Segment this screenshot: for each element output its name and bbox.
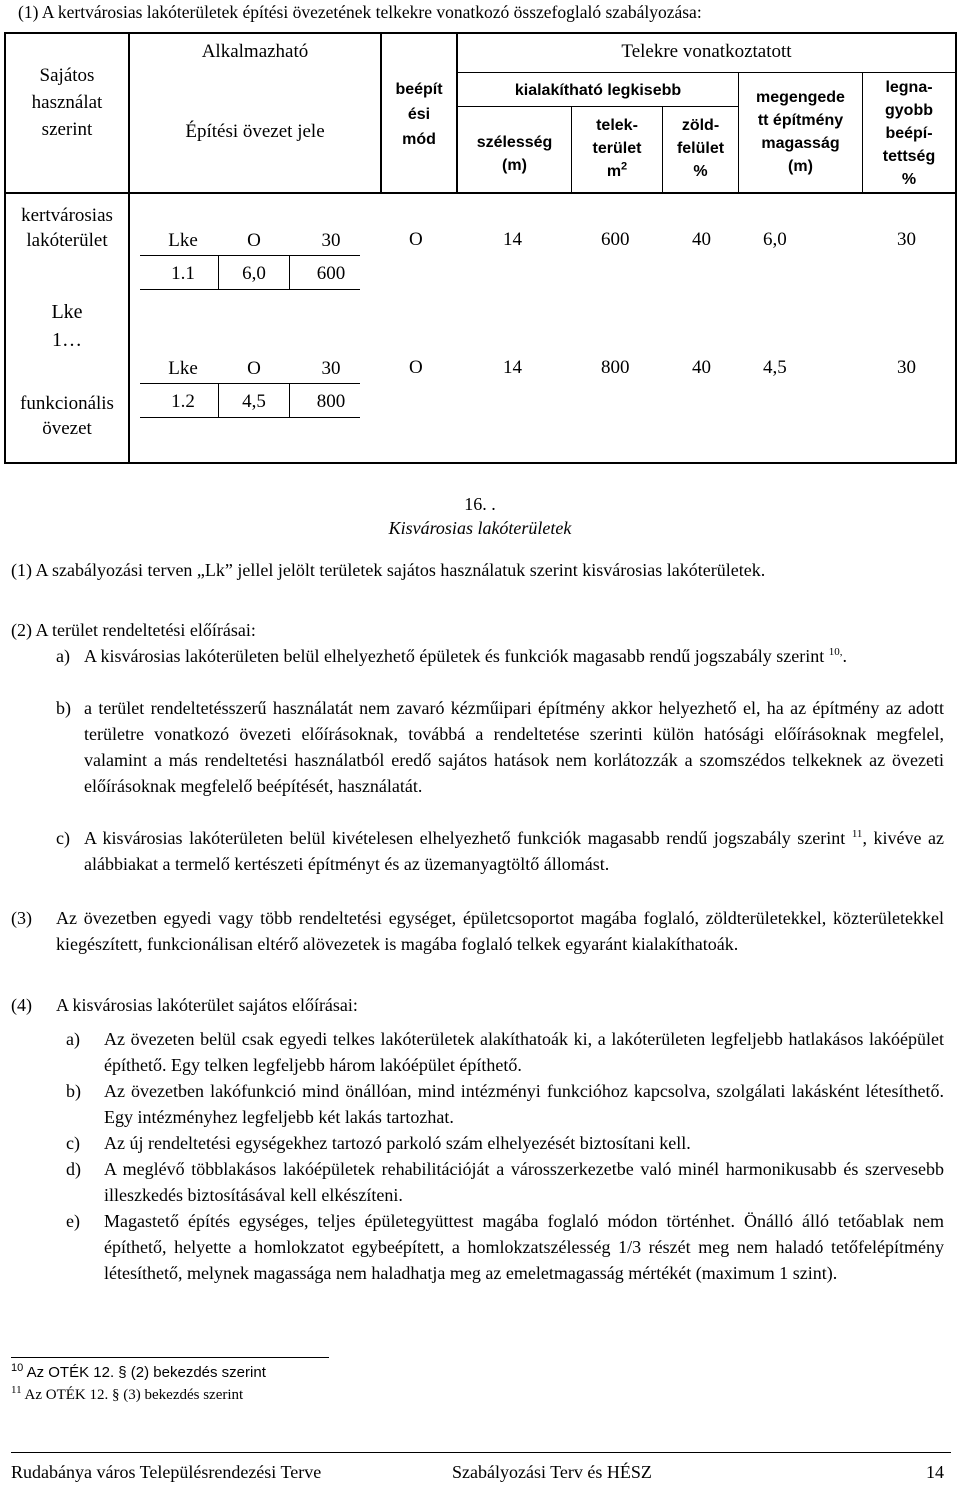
header-telekterulet-sup: 2 (621, 160, 628, 173)
p4e-label: e) (66, 1211, 80, 1231)
row2-code-b: O (247, 358, 261, 379)
p4c-text: Az új rendeltetési egységekhez tartozó parkoló szám elhelyezését biztosítani kell. (104, 1133, 691, 1153)
row2-code-d: 1.2 (171, 391, 195, 412)
header-beepitettseg-2: gyobb (885, 102, 933, 119)
row-label-code-num: 1… (52, 329, 82, 351)
header-zold-1: zöld- (681, 117, 720, 134)
p4e-text: Magastető építés egységes, teljes épületegyüttest magába foglaló módon történhet. Önálló álló tetőablak nem építhető, helyette a homlokzatot egybeépített, a homlokzatszélesség 1/3 részét meg nem haladó tetőfelépítmény létesíthető, melynek magassága nem haladhatja meg az emeletmagasság mértékét (maximum 1 szint). (104, 1211, 944, 1283)
p4a-text: Az övezeten belül csak egyedi telkes lakóterületek alakíthatoák ki, a lakóterületen legfeljebb hatlakásos lakóépület építhető. Egy telken legfeljebb három lakóépület építhető. (104, 1029, 944, 1075)
footnote-11: $^{11}$ Az OTÉK 12. § (3) bekezdés szerint (11, 1384, 244, 1403)
row-label-kertvarosias: kertvárosias (21, 205, 113, 226)
row1-code-f: 600 (316, 263, 346, 284)
header-alkalmazhato: Alkalmazható (201, 41, 309, 62)
header-beepitettseg-4: tettség (882, 148, 936, 165)
header-beepitettseg-3: beépí- (885, 125, 933, 142)
row1-code-b: O (247, 230, 261, 251)
p2c-text: A kisvárosias lakóterületen belül kivételesen elhelyezhető funkciók magasabb rendű jogszabály szerint $^{11}$, kivéve az alábbiakat a termelő kertészeti építményt és az üzemanyagtöltő állomást. (84, 828, 944, 874)
header-beepitesi-1: beépít (395, 81, 443, 98)
footnote-ref-11: 11 (851, 828, 863, 840)
p2b-label: b) (56, 698, 71, 718)
row2-code-f: 800 (316, 391, 346, 412)
row1-zold: 40 (692, 229, 711, 250)
row2-terulet: 800 (601, 357, 630, 378)
row1-code-d: 1.1 (171, 263, 195, 284)
header-sajatos-1: Sajátos (39, 65, 95, 86)
row1-code-a: Lke (168, 230, 198, 251)
row-label-funkcionalis: funkcionális (20, 393, 114, 414)
footnote-10: $^{10}$ Az OTÉK 12. § (2) bekezdés szerint (11, 1362, 266, 1381)
header-magassag-1: megengede (756, 89, 845, 106)
header-epitesi-ovezet-jele: Építési övezet jele (185, 121, 325, 142)
row2-mod: O (409, 357, 423, 378)
p2b-text: a terület rendeltetésszerű használatát nem zavaró kézműipari építmény akkor helyezhető el, ha az építmény az adott területre vonatkozó övezeti előírásoknak, továbbá a rendeltetése szerinti külön hatósági előírásoknak megfelel, valamint a más rendeltetési használatból eredő sajátos hatások nem korlátozzák a szomszédos telkeknek az övezeti előírásoknak megfelelő beépítését, használatát. (84, 698, 944, 796)
row2-magassag: 4,5 (763, 357, 787, 378)
header-zold-3: % (693, 163, 708, 180)
row1-szelesseg: 14 (503, 229, 522, 250)
p4b-label: b) (66, 1081, 81, 1101)
row1-beepitettseg: 30 (897, 229, 916, 250)
p2a-label: a) (56, 646, 70, 666)
p3-label: (3) (11, 908, 32, 928)
section-title: Kisvárosias lakóterületek (388, 518, 572, 538)
p4b-text: Az övezetben lakófunkció mind önállóan, mind intézményi funkcióhoz kapcsolva, szolgálati lakásként létesíthető. Egy intézményhez legfeljebb két lakás tartozhat. (104, 1081, 944, 1127)
section-number: 16. . (464, 494, 496, 514)
p2c-label: c) (56, 828, 70, 848)
intro-heading: (1) A kertvárosias lakóterületek építési övezetének telkekre vonatkozó összefoglaló szabályozása: (18, 2, 702, 22)
footnote-separator (11, 1357, 329, 1358)
header-beepitettseg-1: legna- (885, 79, 933, 96)
header-telekre: Telekre vonatkoztatott (621, 41, 792, 62)
row1-mod: O (409, 229, 423, 250)
row2-code-a: Lke (168, 358, 198, 379)
header-sajatos-3: szerint (41, 119, 93, 140)
p4-label: (4) (11, 995, 32, 1015)
header-magassag-4: (m) (788, 158, 813, 175)
p4d-text: A meglévő többlakásos lakóépületek rehabilitációját a városszerkezetbe való minél harmonikusabb és szervesebb illeszkedés biztosításával kell elkészíteni. (104, 1159, 944, 1205)
p4c-label: c) (66, 1133, 80, 1153)
header-beepitesi-3: mód (402, 131, 436, 148)
header-telekterulet-unit: m (606, 163, 622, 180)
page-number: 14 (926, 1462, 944, 1482)
header-szelesseg: szélesség (476, 134, 553, 151)
row-label-code: Lke (51, 301, 83, 323)
row-label-ovezet: övezet (42, 418, 92, 439)
footer-left: Rudabánya város Településrendezési Terve (11, 1462, 322, 1482)
p4d-label: d) (66, 1159, 81, 1179)
row-label-lakoterulet: lakóterület (26, 230, 108, 251)
row2-code-c: 30 (321, 358, 341, 379)
header-szelesseg-unit: (m) (502, 157, 527, 174)
p2a-text: A kisvárosias lakóterületen belül elhelyezhető épületek és funkciók magasabb rendű jogszabály szerint $^{10,}$. (84, 646, 847, 666)
header-telekterulet-2: terület (592, 140, 642, 157)
footer-center: Szabályozási Terv és HÉSZ (452, 1462, 652, 1482)
p3-text: Az övezetben egyedi vagy több rendeltetési egységet, épületcsoportot magába foglaló, zöldterületekkel, közterületekkel kiegészített, funkcionálisan eltérő alövezetek is magába foglaló telkek egyaránt kialakíthatoák. (56, 908, 944, 954)
header-magassag-2: tt építmény (757, 112, 844, 129)
footer-rule (11, 1452, 951, 1453)
row2-beepitettseg: 30 (897, 357, 916, 378)
paragraph-1: (1) A szabályozási terven „Lk” jellel jelölt területek sajátos használatuk szerint kisvárosias lakóterületek. (11, 560, 766, 580)
p4a-label: a) (66, 1029, 80, 1049)
row2-szelesseg: 14 (503, 357, 522, 378)
footnote-ref-10: 10, (828, 646, 843, 658)
header-beepitesi-2: ési (407, 106, 431, 123)
header-kialakithato: kialakítható legkisebb (514, 82, 682, 99)
row1-magassag: 6,0 (763, 229, 787, 250)
row1-terulet: 600 (601, 229, 630, 250)
p4-text: A kisvárosias lakóterület sajátos előírásai: (56, 995, 358, 1015)
header-telekterulet-1: telek- (596, 117, 638, 134)
header-sajatos-2: használat (31, 92, 103, 113)
header-magassag-3: magasság (761, 135, 840, 152)
header-beepitettseg-5: % (901, 171, 917, 188)
header-zold-2: felület (676, 140, 725, 157)
row2-zold: 40 (692, 357, 711, 378)
row2-code-e: 4,5 (242, 391, 266, 412)
row1-code-e: 6,0 (242, 263, 266, 284)
paragraph-2-lead: (2) A terület rendeltetési előírásai: (11, 620, 256, 640)
row1-code-c: 30 (321, 230, 341, 251)
